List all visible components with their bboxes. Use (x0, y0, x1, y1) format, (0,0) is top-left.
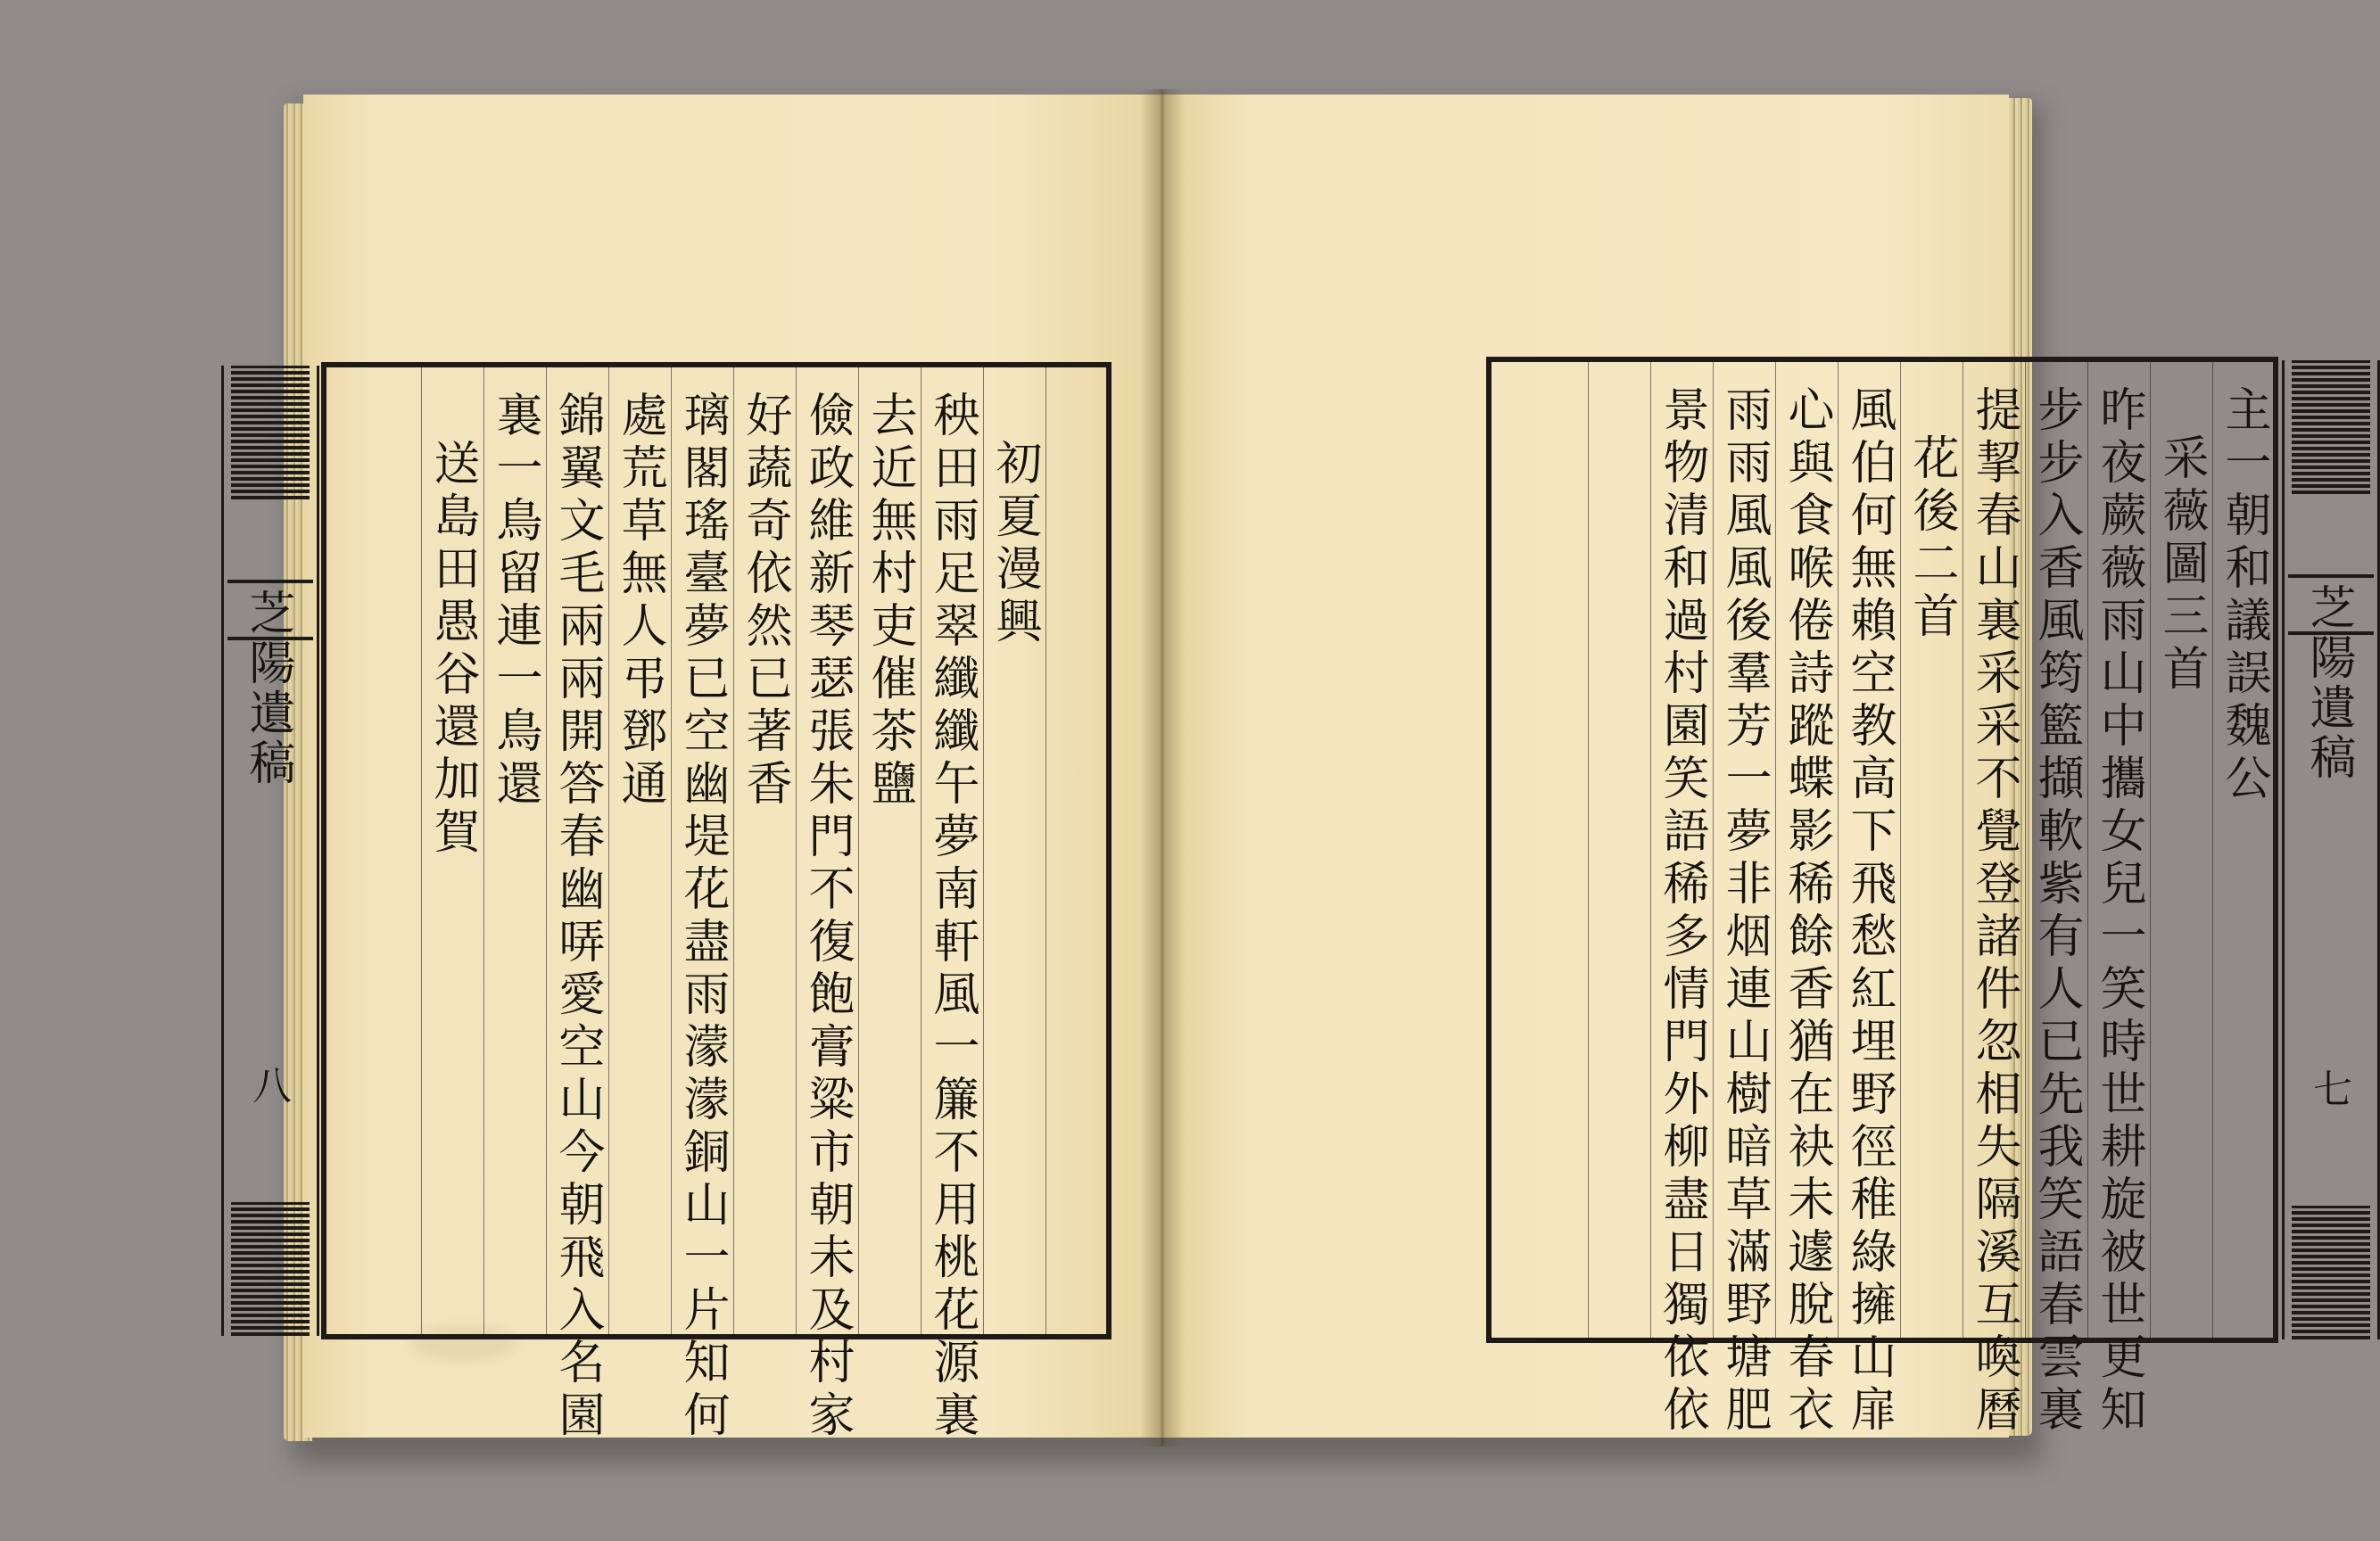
text-column: 去近無村吏催茶鹽 (858, 366, 921, 1336)
open-book (241, 89, 2355, 1446)
book-gutter (1140, 89, 1185, 1446)
right-page-fold-strip (2282, 360, 2380, 1339)
text-column: 步步入香風筠籃擷軟紫有人已先我笑語春雲裏 (2025, 360, 2087, 1339)
fishtail-mark-bottom (2292, 1206, 2370, 1339)
text-column: 裏一鳥留連一鳥還 (483, 366, 546, 1336)
text-column: 錦翼文毛兩兩開答春幽哢愛空山今朝飛入名園 (546, 366, 608, 1336)
text-column: 好蔬奇依然已著香 (733, 366, 796, 1336)
poem-title-column: 送島田愚谷還加賀 (421, 366, 483, 1336)
fold-page-number: 八 (245, 1065, 291, 1104)
text-column: 提挈春山裏采采不覺登諸件忽相失隔溪互喚曆 (1963, 360, 2025, 1339)
right-page-frame (1486, 357, 2355, 1438)
blank-column (359, 366, 421, 1336)
fold-book-title: 芝陽遺稿 (2301, 583, 2355, 783)
poem-title-column: 花後二首 (1900, 360, 1963, 1339)
blank-column (1588, 360, 1650, 1339)
fishtail-mark-top (2292, 360, 2370, 494)
blank-column (1045, 366, 1108, 1336)
poem-title-column: 初夏漫興 (983, 366, 1045, 1336)
text-column: 儉政維新琴瑟張朱門不復飽膏粱市朝未及村家 (796, 366, 858, 1336)
text-column: 景物清和過村園笑語稀多情門外柳盡日獨依依 (1650, 360, 1713, 1339)
fold-book-title: 芝陽遺稿 (241, 589, 294, 788)
left-page-columns (325, 366, 1108, 1443)
text-column: 風伯何無賴空教高下飛愁紅埋野徑稚綠擁山扉 (1838, 360, 1900, 1339)
fold-page-number: 七 (2306, 1068, 2351, 1108)
poem-title-column: 采薇圖三首 (2150, 360, 2212, 1339)
text-column: 雨雨風風後羣芳一夢非烟連山樹暗草滿野塘肥 (1713, 360, 1775, 1339)
fishtail-mark-bottom (231, 1202, 310, 1336)
left-page-frame (241, 362, 1111, 1443)
blank-column (1525, 360, 1588, 1339)
right-page (1160, 95, 2355, 1438)
left-page (241, 95, 1165, 1443)
text-column: 璃閣瑤臺夢已空幽堤花盡雨濛濛銅山一片知何 (671, 366, 733, 1336)
text-column: 主一朝和議誤魏公 (2212, 360, 2275, 1339)
text-column: 秧田雨足翠纖纖午夢南軒風一簾不用桃花源裏 (921, 366, 983, 1336)
left-page-fold-strip (221, 366, 319, 1336)
text-column: 昨夜蕨薇雨山中攜女兒一笑時世耕旋被世更知 (2087, 360, 2150, 1339)
text-column: 處荒草無人弔鄧通 (608, 366, 671, 1336)
text-column: 心與食喉倦詩蹤蝶影稀餘香猶在袂未遽脫春衣 (1775, 360, 1838, 1339)
fishtail-mark-top (231, 366, 310, 499)
right-page-columns (1490, 360, 2275, 1438)
